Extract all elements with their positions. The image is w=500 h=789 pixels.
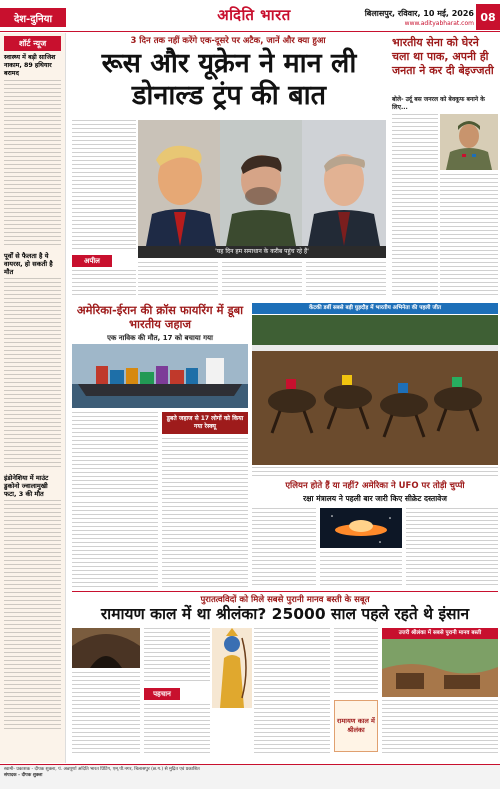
ship-illustration	[72, 344, 248, 408]
iran-headline-text: अमेरिका-ईरान की क्रॉस फायरिंग में डूबा भारतीय जहाज	[76, 303, 244, 331]
ufo-subhead-text: रक्षा मंत्रालय ने पहली बार जारी किए सीक्रेट दस्तावेज	[303, 494, 447, 503]
short-news-item-3[interactable]	[0, 470, 65, 730]
footer-imprint: स्वामी- प्रकाशक - दीपक शुक्ला, पं. अन्नपूर्णा अदिति भारत प्रिंटिंग, एम्.पी.नगर, बिलासपुर (छ.ग.) से मुद्रित एवं प्रकाशित	[4, 767, 200, 772]
ufo-illustration	[320, 508, 402, 548]
ramayan-body-col5	[382, 700, 498, 756]
masthead-rule	[0, 31, 500, 32]
short-news-item-2[interactable]	[0, 248, 65, 470]
ramayan-kicker-text: पुरातत्वविदों को मिले सबसे पुरानी मानव बस्ती के सबूत	[200, 595, 370, 605]
horse-race-illustration	[252, 315, 498, 465]
lead-body-col1	[72, 120, 136, 250]
ufo-headline-text: एलियन होते हैं या नहीं? अमेरिका ने UFO पर तोड़ी चुप्पी	[285, 481, 465, 491]
footer-editor: संपादक - दीपक शुक्ला	[4, 773, 43, 778]
lead-body-col3	[222, 262, 302, 298]
ramayan-body-col2b	[144, 704, 210, 756]
ramayan-body-col1	[72, 672, 140, 756]
army-headline-text: भारतीय सेना को घेरने चला था पाक, अपनी ही जनता ने कर दी बेइज्जती	[392, 36, 494, 77]
leaders-caption	[138, 246, 386, 258]
ufo-body-col1	[252, 508, 316, 588]
ufo-body-col2	[320, 552, 402, 588]
general-illustration	[440, 114, 498, 170]
cave-photo	[72, 628, 140, 668]
ramayan-headline[interactable]	[72, 604, 498, 624]
logo-text: अदिति भारत	[217, 6, 291, 24]
ufo-headline[interactable]	[252, 481, 498, 492]
ramayan-pullquote-text: रामायण काल में श्रीलंका	[337, 717, 375, 734]
rescue-caption-text: डूबते जहाज से 17 लोगों को किया गया रेस्क्यू	[166, 415, 244, 430]
excavation-photo	[382, 639, 498, 697]
army-body-col1	[392, 114, 438, 298]
page-number-text: 08	[480, 10, 496, 24]
lead-headline[interactable]	[72, 48, 386, 112]
derby-caption-lines	[252, 467, 498, 479]
ufo-body-col3	[406, 508, 498, 588]
derby-banner-text: केंटकी डर्बी सबसे बड़ी घुड़दौड़ में भारतीय अभिनेता की पहली जीत	[308, 305, 442, 311]
iran-subhead-text: एक नाविक की मौत, 17 को बचाया गया	[107, 334, 213, 342]
lead-headline-text: रूस और यूक्रेन ने मान ली डोनाल्ड ट्रंप की बात	[101, 48, 357, 111]
army-body-col2	[440, 174, 498, 298]
leaders-illustration	[138, 120, 386, 246]
ram-illustration	[212, 628, 252, 708]
ufo-photo	[320, 508, 402, 548]
appeal-tag-text: अपील	[84, 256, 100, 265]
website[interactable]	[340, 20, 474, 27]
ramayan-body-col4	[334, 628, 378, 696]
short-news-body-2	[4, 278, 61, 470]
section-label: देश-दुनिया	[13, 13, 53, 25]
lead-body-col2	[138, 262, 218, 298]
identity-tag	[144, 688, 180, 700]
short-news-body-1	[4, 80, 61, 248]
ramayan-kicker	[72, 591, 498, 605]
iran-subhead	[72, 334, 248, 343]
ramayan-body-col2	[144, 628, 210, 684]
short-news-title-3: इंडोनेशिया में माउंट डुकोनो ज्वालामुखी फटा, 3 की मौत	[4, 474, 49, 498]
ramayan-body-col3	[254, 628, 330, 756]
website-url: www.adityabharat.com	[404, 20, 474, 27]
lead-body-col1b	[72, 270, 136, 298]
srilanka-caption-text: उत्तरी श्रीलंका में सबसे पुरानी मानव बस्ती	[398, 630, 482, 636]
short-news-title-1: स्वास्थ्य में बड़ी साजिश नाकाम, 89 हथियार बरामद	[4, 54, 56, 77]
army-general-photo	[440, 114, 498, 170]
ramayan-headline-text: रामायण काल में था श्रीलंका? 25000 साल पहले रहते थे इंसान	[100, 605, 470, 623]
rescue-caption-box	[162, 412, 248, 434]
iran-body-col2	[162, 438, 248, 588]
section-tab	[0, 8, 66, 27]
iran-body-col1b	[72, 502, 158, 588]
short-news-column	[0, 33, 66, 763]
iran-headline[interactable]	[72, 303, 248, 331]
derby-banner	[252, 303, 498, 314]
srilanka-caption	[382, 628, 498, 639]
appeal-tag	[72, 255, 112, 267]
lead-kicker-text: 3 दिन तक नहीं करेंगे एक-दूसरे पर अटैक, जानें और क्या हुआ	[130, 36, 326, 46]
leaders-photo	[138, 120, 386, 246]
dateline	[312, 8, 474, 19]
lead-body-col4	[306, 262, 386, 298]
city-date: बिलासपुर, रविवार, 10 मई, 2026	[364, 9, 474, 18]
army-subhead	[392, 96, 498, 112]
short-news-header	[4, 36, 61, 51]
footer-bar	[0, 764, 500, 789]
short-news-body-3	[4, 500, 61, 730]
leaders-caption-text: 'यह दिन हम समाधान के करीब पहुंच रहे हैं'	[215, 248, 309, 255]
page-number	[476, 4, 500, 30]
short-news-item-1[interactable]	[0, 54, 65, 248]
army-headline[interactable]	[392, 36, 498, 78]
short-news-title-2: पूर्वों से फैलता है ये वायरस, हो सकती है मौत	[4, 252, 53, 276]
logo[interactable]	[190, 4, 318, 26]
lord-ram-figure	[212, 628, 252, 708]
army-subhead-text: बोले- उर्दू बस जनरल को बेवकूफ बनाने के लिए...	[392, 96, 485, 111]
cave-illustration	[72, 628, 140, 668]
ramayan-pullquote	[334, 700, 378, 752]
ufo-subhead	[252, 494, 498, 504]
iran-body-col1	[72, 412, 158, 498]
ship-photo	[72, 344, 248, 408]
lead-kicker	[70, 35, 386, 46]
excavation-illustration	[382, 639, 498, 697]
identity-tag-text: पहचान	[153, 689, 171, 698]
derby-photo	[252, 315, 498, 465]
short-news-label: शॉर्ट न्यूज	[18, 39, 47, 48]
